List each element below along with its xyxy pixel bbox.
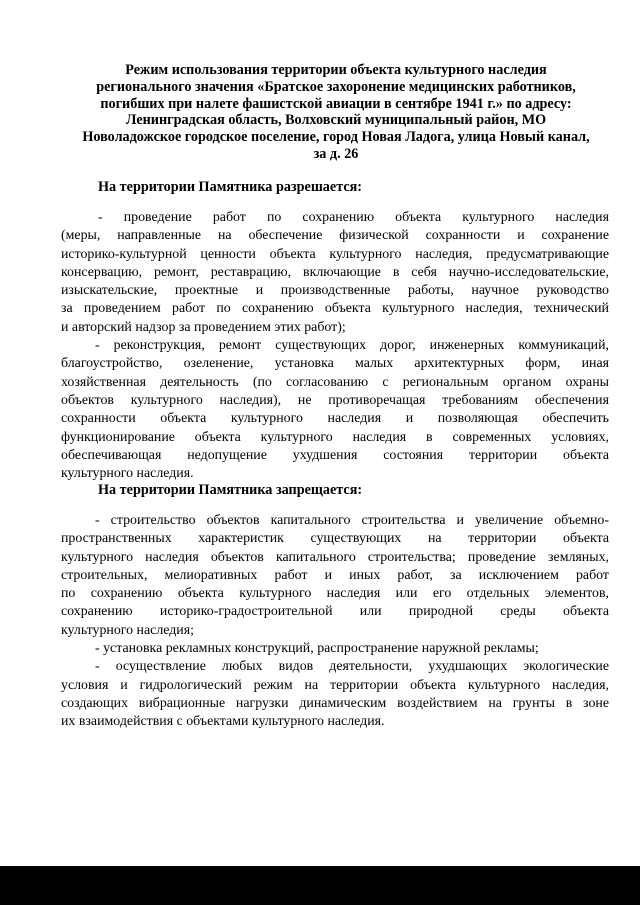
text-line: объектов культурного наследия), не противоречащая требованиям обеспечения — [61, 392, 609, 408]
title-line: регионального значения «Братское захоронение медицинских работников, — [96, 78, 576, 95]
text-line: культурного наследия; — [61, 622, 194, 638]
text-line: хозяйственная деятельность (по согласованию с региональным органом охраны — [61, 374, 609, 390]
scan-bottom-border — [0, 866, 640, 905]
text-line: изыскательские, проектные и производственные работы, научное руководство — [61, 283, 609, 299]
text-line: по сохранению объекта культурного наследия или его отдельных элементов, — [61, 586, 609, 602]
text-line: и авторский надзор за проведением этих работ); — [61, 319, 346, 335]
text-line: сохранению историко-градостроительной или природной среды объекта — [61, 604, 609, 620]
text-line: культурного наследия. — [61, 466, 194, 482]
text-line: обеспечивающая недопущение ухудшения состояния территории объекта — [61, 447, 609, 463]
text-line: - установка рекламных конструкций, распространение наружной рекламы; — [95, 641, 539, 657]
forbidden-section-text — [61, 512, 609, 732]
text-line: историко-культурной ценности объекта культурного наследия, предусматривающие — [61, 246, 609, 262]
document-title — [60, 62, 612, 163]
allowed-section-text — [61, 209, 609, 483]
text-line: - строительство объектов капитального строительства и увеличение объемно- — [95, 513, 609, 528]
text-line: строительных, мелиоративных работ и иных работ, за исключением работ — [61, 567, 609, 583]
title-line: Режим использования территории объекта культурного наследия — [125, 62, 547, 78]
text-line: создающих вибрационные нагрузки динамическим воздействием на грунты в зоне — [61, 695, 609, 711]
title-line: Ленинградская область, Волховский муниципальный район, МО — [125, 112, 547, 129]
text-line: сохранности объекта культурного наследия и позволяющая обеспечить — [61, 411, 609, 427]
forbidden-section-heading: На территории Памятника запрещается: — [98, 482, 363, 498]
allowed-section-heading: На территории Памятника разрешается: — [98, 179, 363, 195]
title-line: Новоладожское городское поселение, город Новая Ладога, улица Новый канал, — [82, 129, 590, 146]
text-line: функционирование объекта культурного наследия в современных условиях, — [61, 429, 609, 445]
text-line: - проведение работ по сохранению объекта культурного наследия — [98, 210, 609, 225]
text-line: (меры, направленные на обеспечение физической сохранности и сохранение — [61, 228, 609, 244]
title-line: за д. 26 — [313, 145, 359, 162]
text-line: за проведением работ по сохранению объекта культурного наследия, технический — [61, 301, 609, 317]
text-line: - осуществление любых видов деятельности, ухудшающих экологические — [95, 659, 609, 675]
text-line: благоустройство, озеленение, установка малых архитектурных форм, иная — [61, 356, 609, 372]
text-line: их взаимодействия с объектами культурного наследия. — [61, 714, 385, 730]
text-line: - реконструкция, ремонт существующих дорог, инженерных коммуникаций, — [95, 338, 609, 354]
text-line: консервацию, ремонт, реставрацию, включающие в себя научно-исследовательские, — [61, 264, 609, 280]
text-line: культурного наследия объектов капитального строительства; проведение земляных, — [61, 549, 609, 565]
text-line: условия и гидрологический режим на территории объекта культурного наследия, — [61, 677, 609, 693]
text-line: пространственных характеристик существующих на территории объекта — [61, 531, 609, 547]
title-line: погибших при налете фашистской авиации в сентябре 1941 г.» по адресу: — [100, 95, 572, 112]
